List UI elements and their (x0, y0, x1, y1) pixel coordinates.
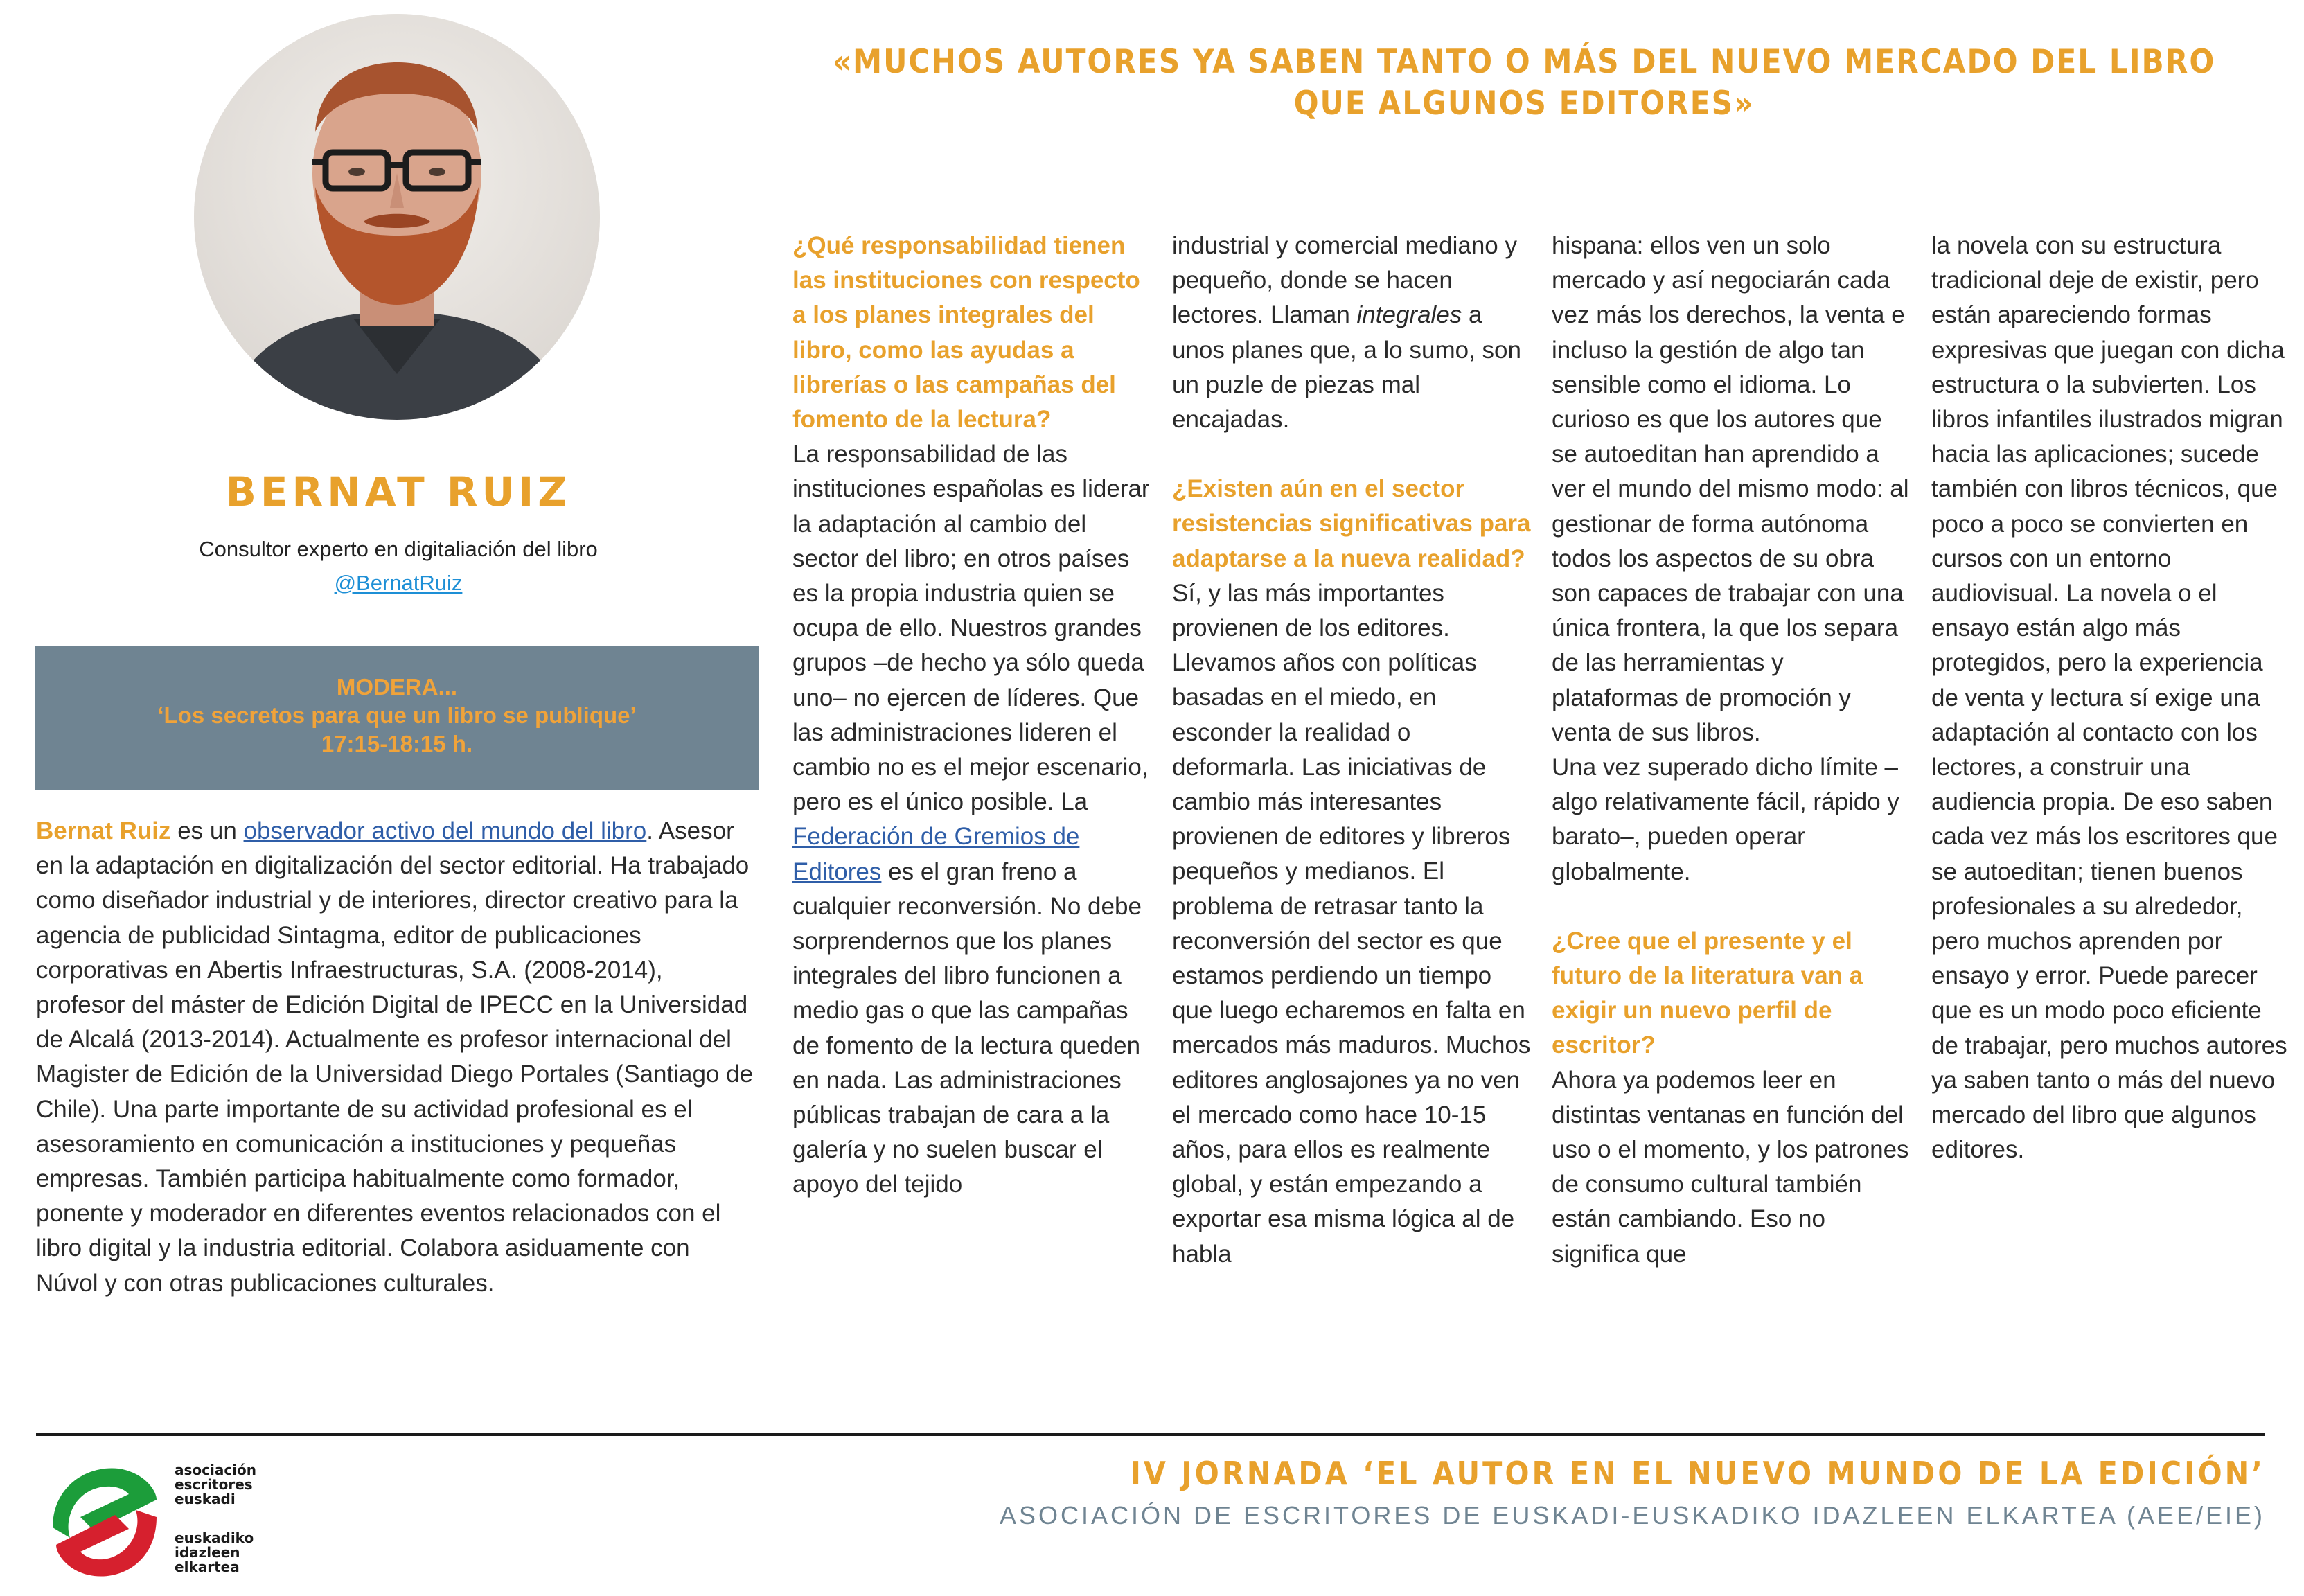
bio-pre: es un (170, 817, 244, 844)
headline-line-2: QUE ALGUNOS EDITORES» (1293, 85, 1755, 123)
interview-column-2 (1172, 229, 1532, 1272)
interview-column-1 (792, 229, 1153, 1203)
answer-2-end: Una vez superado dicho límite –algo relativamente fácil, rápido y barato–, pueden operar globalmente. (1552, 754, 1899, 885)
headline-quote (831, 42, 2217, 125)
speaker-name: BERNAT RUIZ (225, 468, 571, 515)
question-1: ¿Qué responsabilidad tienen las instituciones con respecto a los planes integrales del libro, como las ayudas a librerías o las campañas del fomento de la lectura? (792, 232, 1140, 434)
bio-text: . Asesor en la adaptación en digitalización del sector editorial. Ha trabajado como diseñador industrial y de interiores, director creativo para la agencia de publicidad Sintagma, editor de publicaciones corporativas en Abertis Infraestructuras, S.A. (2008-2014), profesor del máster de Edición Digital de IPECC en la Universidad de Alcalá (2013-2014). Actualmente es profesor internacional del Magister de Edición de la Universidad Diego Portales (Santiago de Chile). Una parte importante de su actividad profesional es el asesoramiento en comunicación a instituciones y pequeñas empresas. También participa habitualmente como formador, ponente y moderador en diferentes eventos relacionados con el libro digital y la industria editorial. Colabora asiduamente con Núvol y con otras publicaciones culturales. (36, 817, 754, 1297)
answer-1-cont-a: industrial y comercial mediano y pequeño, donde se hacen lectores. Llaman (1172, 232, 1517, 329)
logo-text-basque (175, 1531, 254, 1575)
twitter-handle-link[interactable]: @BernatRuiz (334, 571, 463, 595)
logo-word: elkartea (175, 1559, 240, 1575)
logo-text-spanish (175, 1463, 256, 1507)
answer-1-cont-italic: integrales (1356, 301, 1462, 329)
speaker-role: Consultor experto en digitaliación del libro (199, 537, 598, 561)
answer-2: Sí, y las más importantes provienen de los editores. Llevamos años con políticas basadas en el miedo, en esconder la realidad o deformarla. Las iniciativas de cambio más interesantes provienen de editores y libreros pequeños y medianos. El problema de retrasar tanto la reconversión del sector es que estamos perdiendo un tiempo que luego echaremos en falta en mercados más maduros. Muchos editores anglosajones ya no ven el mercado como hace 10-15 años, para ellos es realmente global, y están empezando a exportar esa misma lógica al de habla (1172, 579, 1531, 1268)
question-3: ¿Cree que el presente y el futuro de la literatura van a exigir un nuevo perfil de escritor? (1552, 927, 1863, 1059)
logo-word: escritores (175, 1476, 253, 1493)
moderation-label: MODERA... (336, 674, 458, 700)
footer-divider (36, 1433, 2265, 1436)
interview-column-4 (1931, 229, 2292, 1167)
answer-2-cont: hispana: ellos ven un solo mercado y así negociarán cada vez más los derechos, la venta e incluso la gestión de algo tan sensible como el idioma. Lo curioso es que los autores que se autoeditan han aprendido a ver el mundo del mismo modo: al gestionar de forma autónoma todos los aspectos de su obra son capaces de trabajar con una única frontera, la que los separa de las herramientas y plataformas de promoción y venta de sus libros. (1552, 232, 1909, 746)
event-title: IV JORNADA ‘EL AUTOR EN EL NUEVO MUNDO DE LA EDICIÓN’ (1130, 1455, 2265, 1492)
bio-link[interactable]: observador activo del mundo del libro (243, 817, 647, 844)
logo-word: euskadiko (175, 1530, 254, 1546)
portrait-photo (194, 14, 600, 420)
session-time: 17:15-18:15 h. (321, 731, 473, 756)
logo-word: euskadi (175, 1491, 236, 1507)
headline-line-1: «MUCHOS AUTORES YA SABEN TANTO O MÁS DEL NUEVO MERCADO DEL LIBRO (832, 43, 2216, 81)
portrait-illustration (194, 14, 600, 420)
answer-1-text-a: La responsabilidad de las instituciones españolas es liderar la adaptación al cambio del sector del libro; en otros países es la propia industria quien se ocupa de ello. Nuestros grandes grupos –de hecho ya sólo queda uno– no ejercen de líderes. Que las administraciones lideren el cambio no es el mejor escenario, pero es el único posible. La (792, 441, 1150, 816)
moderation-box (35, 646, 759, 790)
answer-3: Ahora ya podemos leer en distintas ventanas en función del uso o el momento, y los patrones de consumo cultural también están cambiando. Eso no significa que (1552, 1066, 1909, 1268)
logo-word: asociación (175, 1462, 257, 1478)
interview-column-3 (1552, 229, 1912, 1272)
answer-3-cont: la novela con su estructura tradicional deje de existir, pero están apareciendo formas expresivas que juegan con dicha estructura o la subvierten. Los libros infantiles ilustrados migran hacia las aplicaciones; sucede también con libros técnicos, que poco a poco se convierten en cursos con un entorno audiovisual. La novela o el ensayo están algo más protegidos, pero la experiencia de venta y lectura sí exige una adaptación al contacto con los lectores, a construir una audiencia propia. De eso saben cada vez más los escritores que se autoeditan; tienen buenos profesionales a su alrededor, pero muchos aprenden por ensayo y error. Puede parecer que es un modo poco eficiente de trabajar, pero muchos autores ya saben tanto o más del nuevo mercado del libro que algunos editores. (1931, 232, 2287, 1164)
federation-link[interactable]: Federación de Gremios de Editores (792, 823, 1080, 885)
answer-1-text-b: es el gran freno a cualquier reconversión. No debe sorprendernos que los planes integrales del libro funcionen a medio gas o que las campañas de fomento de la lectura queden en nada. Las administraciones públicas trabajan de cara a la galería y no suelen buscar el apoyo del tejido (792, 858, 1142, 1198)
speaker-bio (36, 814, 756, 1301)
answer-1 (792, 437, 1153, 1202)
logo-mark-icon (39, 1451, 170, 1590)
logo-word: idazleen (175, 1544, 240, 1561)
session-title: ‘Los secretos para que un libro se publique’ (157, 702, 637, 728)
answer-1-cont (1172, 229, 1532, 437)
organization-name: ASOCIACIÓN DE ESCRITORES DE EUSKADI-EUSKADIKO IDAZLEEN ELKARTEA (AEE/EIE) (999, 1501, 2265, 1530)
bio-name: Bernat Ruiz (36, 817, 171, 844)
answer-1-cont-b: a unos planes que, a lo sumo, son un puzle de piezas mal encajadas. (1172, 301, 1521, 434)
question-2: ¿Existen aún en el sector resistencias significativas para adaptarse a la nueva realidad? (1172, 475, 1531, 572)
